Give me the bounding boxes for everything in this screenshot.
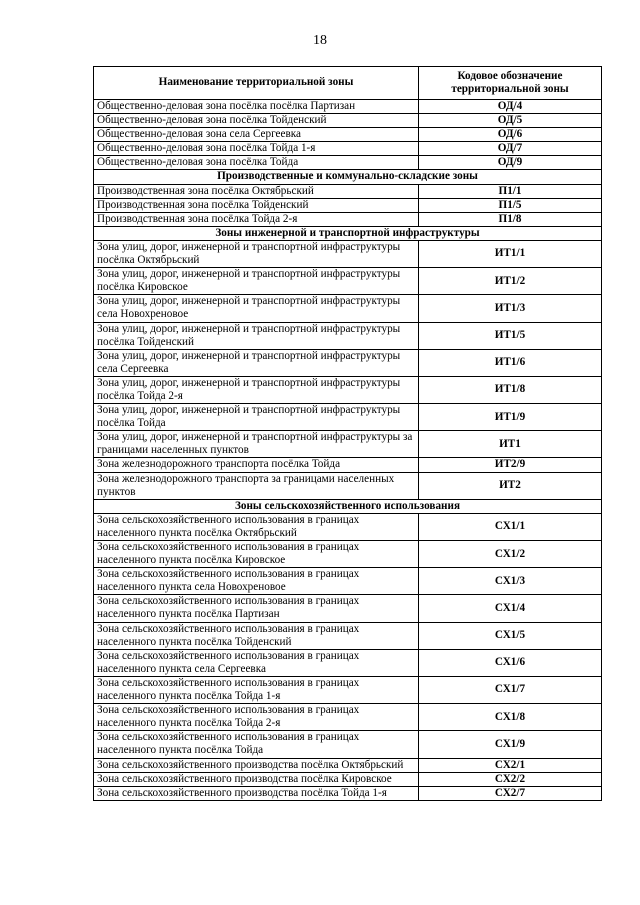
zone-name: Зона сельскохозяйственного использования в границах населенного пункта посёлка Кировское	[94, 541, 419, 568]
zone-name: Зона сельскохозяйственного использования в границах населенного пункта посёлка Тойда	[94, 731, 419, 758]
zone-code: ИТ1/8	[419, 376, 602, 403]
zone-name: Зона сельскохозяйственного использования в границах населенного пункта посёлка Партизан	[94, 595, 419, 622]
zone-code: ОД/6	[419, 128, 602, 142]
zone-name: Зона сельскохозяйственного использования в границах населенного пункта посёлка Октябрьский	[94, 513, 419, 540]
table-section-row	[94, 499, 602, 513]
zone-name: Зона улиц, дорог, инженерной и транспортной инфраструктуры посёлка Тойденский	[94, 322, 419, 349]
table-row	[94, 704, 602, 731]
table-row	[94, 472, 602, 499]
table-row	[94, 676, 602, 703]
table-row	[94, 772, 602, 786]
zone-name: Зона сельскохозяйственного использования в границах населенного пункта посёлка Тойденский	[94, 622, 419, 649]
zone-name: Зона сельскохозяйственного использования в границах населенного пункта села Новохреновое	[94, 568, 419, 595]
table-row	[94, 349, 602, 376]
zone-code: ОД/7	[419, 142, 602, 156]
zone-code: П1/8	[419, 212, 602, 226]
table-row	[94, 114, 602, 128]
zone-code: ИТ1/2	[419, 268, 602, 295]
zone-code: ИТ1/5	[419, 322, 602, 349]
zone-code: ОД/4	[419, 100, 602, 114]
zone-code: СХ1/9	[419, 731, 602, 758]
table-row	[94, 731, 602, 758]
zone-code: ИТ2	[419, 472, 602, 499]
zone-name: Общественно-деловая зона посёлка Тойда	[94, 156, 419, 170]
zone-name: Зона улиц, дорог, инженерной и транспортной инфраструктуры села Сергеевка	[94, 349, 419, 376]
zone-code: СХ1/6	[419, 649, 602, 676]
header-zone-name: Наименование территориальной зоны	[94, 67, 419, 100]
table-row	[94, 513, 602, 540]
header-zone-code: Кодовое обозначение территориальной зоны	[419, 67, 602, 100]
table-section-row	[94, 170, 602, 184]
table-row	[94, 128, 602, 142]
zone-code: СХ1/2	[419, 541, 602, 568]
zone-name: Зона улиц, дорог, инженерной и транспортной инфраструктуры за границами населенных пунктов	[94, 431, 419, 458]
zone-code: СХ1/7	[419, 676, 602, 703]
table-row	[94, 541, 602, 568]
zone-code: СХ1/8	[419, 704, 602, 731]
zone-name: Общественно-деловая зона посёлка посёлка Партизан	[94, 100, 419, 114]
table-row	[94, 376, 602, 403]
zone-code: ИТ1/1	[419, 240, 602, 267]
page-number: 18	[313, 33, 327, 48]
zone-name: Зона улиц, дорог, инженерной и транспортной инфраструктуры посёлка Тойда	[94, 404, 419, 431]
table-row	[94, 649, 602, 676]
table-row	[94, 786, 602, 800]
table-row	[94, 458, 602, 472]
zone-name: Зона сельскохозяйственного использования в границах населенного пункта посёлка Тойда 1-я	[94, 676, 419, 703]
table-row	[94, 431, 602, 458]
zone-code: СХ2/1	[419, 758, 602, 772]
table-row	[94, 758, 602, 772]
zone-code: СХ1/5	[419, 622, 602, 649]
table-section-row	[94, 226, 602, 240]
table-row	[94, 198, 602, 212]
zone-code: ИТ1/9	[419, 404, 602, 431]
zone-code: СХ2/2	[419, 772, 602, 786]
table-row	[94, 322, 602, 349]
zone-name: Общественно-деловая зона посёлка Тойденский	[94, 114, 419, 128]
zone-name: Зона сельскохозяйственного производства посёлка Октябрьский	[94, 758, 419, 772]
zone-name: Общественно-деловая зона посёлка Тойда 1-я	[94, 142, 419, 156]
zone-code: ИТ2/9	[419, 458, 602, 472]
table-row	[94, 268, 602, 295]
zone-code: СХ2/7	[419, 786, 602, 800]
zone-name: Зона улиц, дорог, инженерной и транспортной инфраструктуры посёлка Кировское	[94, 268, 419, 295]
table-row	[94, 622, 602, 649]
table-row	[94, 100, 602, 114]
table-row	[94, 240, 602, 267]
zone-code: ОД/5	[419, 114, 602, 128]
section-title: Зоны сельскохозяйственного использования	[94, 499, 602, 513]
zone-code: ИТ1/3	[419, 295, 602, 322]
zone-name: Зона улиц, дорог, инженерной и транспортной инфраструктуры села Новохреновое	[94, 295, 419, 322]
zone-name: Зона сельскохозяйственного производства посёлка Кировское	[94, 772, 419, 786]
table-row	[94, 212, 602, 226]
table-row	[94, 295, 602, 322]
table-row	[94, 156, 602, 170]
table-row	[94, 595, 602, 622]
table-row	[94, 184, 602, 198]
section-title: Зоны инженерной и транспортной инфраструктуры	[94, 226, 602, 240]
zone-name: Общественно-деловая зона села Сергеевка	[94, 128, 419, 142]
zone-code: ИТ1	[419, 431, 602, 458]
zone-name: Производственная зона посёлка Тойденский	[94, 198, 419, 212]
zone-name: Производственная зона посёлка Тойда 2-я	[94, 212, 419, 226]
zone-name: Зона улиц, дорог, инженерной и транспортной инфраструктуры посёлка Тойда 2-я	[94, 376, 419, 403]
zone-code: П1/1	[419, 184, 602, 198]
zone-code: ИТ1/6	[419, 349, 602, 376]
zone-name: Зона сельскохозяйственного использования в границах населенного пункта посёлка Тойда 2-я	[94, 704, 419, 731]
table-row	[94, 142, 602, 156]
zone-name: Зона сельскохозяйственного использования в границах населенного пункта села Сергеевка	[94, 649, 419, 676]
zone-name: Зона железнодорожного транспорта за границами населенных пунктов	[94, 472, 419, 499]
zone-code: ОД/9	[419, 156, 602, 170]
table-body	[94, 100, 602, 801]
zone-name: Производственная зона посёлка Октябрьский	[94, 184, 419, 198]
zone-code: СХ1/1	[419, 513, 602, 540]
table-row	[94, 568, 602, 595]
zone-name: Зона железнодорожного транспорта посёлка Тойда	[94, 458, 419, 472]
zone-name: Зона улиц, дорог, инженерной и транспортной инфраструктуры посёлка Октябрьский	[94, 240, 419, 267]
zone-code: СХ1/3	[419, 568, 602, 595]
zone-name: Зона сельскохозяйственного производства посёлка Тойда 1-я	[94, 786, 419, 800]
zone-code: СХ1/4	[419, 595, 602, 622]
zone-code: П1/5	[419, 198, 602, 212]
table-header-row	[94, 67, 602, 100]
table-row	[94, 404, 602, 431]
section-title: Производственные и коммунально-складские зоны	[94, 170, 602, 184]
zones-table	[93, 66, 602, 801]
